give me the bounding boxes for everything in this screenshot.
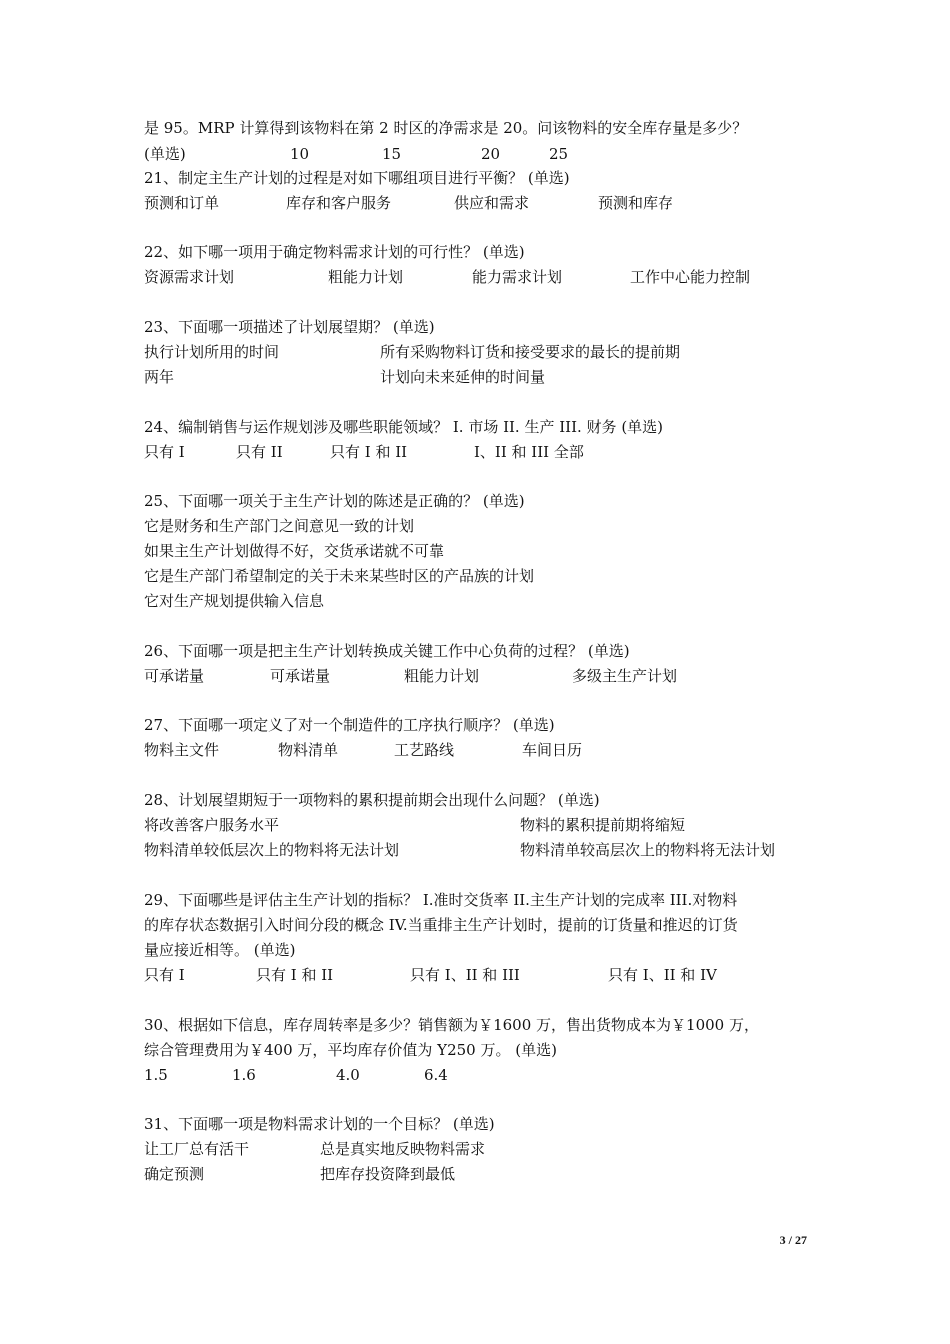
- q22-stem: 22、如下哪一项用于确定物料需求计划的可行性？ (单选): [144, 243, 525, 261]
- q20-option-c: 20: [481, 145, 501, 163]
- document-page: [144, 0, 814, 1344]
- q29-stem-line-2: 的库存状态数据引入时间分段的概念 IV.当重排主生产计划时，提前的订货量和推迟的订货: [144, 916, 738, 934]
- q30-option-a: 1.5: [144, 1066, 168, 1084]
- q27-option-c: 工艺路线: [394, 741, 455, 759]
- q21-option-d: 预测和库存: [598, 194, 674, 212]
- q31-option-c: 确定预测: [144, 1165, 205, 1183]
- q20-tag: (单选): [144, 145, 186, 163]
- q20-stem-continuation: 是 95。MRP 计算得到该物料在第 2 时区的净需求是 20。问该物料的安全库存量是多少？: [144, 119, 748, 137]
- q20-option-d: 25: [549, 145, 569, 163]
- q28-stem: 28、计划展望期短于一项物料的累积提前期会出现什么问题？ (单选): [144, 791, 600, 809]
- q28-option-c: 物料清单较低层次上的物料将无法计划: [144, 841, 400, 859]
- q27-option-d: 车间日历: [522, 741, 583, 759]
- q20-option-a: 10: [290, 145, 310, 163]
- q30-stem-line-1: 30、根据如下信息，库存周转率是多少？销售额为￥1600 万，售出货物成本为￥1000 万，: [144, 1016, 759, 1034]
- q25-option-d: 它对生产规划提供输入信息: [144, 592, 325, 610]
- q20-option-b: 15: [382, 145, 402, 163]
- q31-option-b: 总是真实地反映物料需求: [320, 1140, 486, 1158]
- q31-stem: 31、下面哪一项是物料需求计划的一个目标？ (单选): [144, 1115, 495, 1133]
- q21-option-c: 供应和需求: [454, 194, 530, 212]
- q21-option-b: 库存和客户服务: [286, 194, 392, 212]
- q25-option-c: 它是生产部门希望制定的关于未来某些时区的产品族的计划: [144, 567, 535, 585]
- q22-option-b: 粗能力计划: [328, 268, 404, 286]
- q26-option-d: 多级主生产计划: [572, 667, 678, 685]
- q23-option-c: 两年: [144, 368, 175, 386]
- q24-option-c: 只有 I 和 II: [330, 443, 408, 461]
- q27-option-b: 物料清单: [278, 741, 339, 759]
- q22-option-a: 资源需求计划: [144, 268, 235, 286]
- q22-option-d: 工作中心能力控制: [630, 268, 751, 286]
- q24-stem: 24、编制销售与运作规划涉及哪些职能领域？ I. 市场 II. 生产 III. 财务 (单选): [144, 418, 664, 436]
- q27-option-a: 物料主文件: [144, 741, 220, 759]
- page-number: 3 / 27: [779, 1233, 807, 1247]
- q29-option-b: 只有 I 和 II: [256, 966, 334, 984]
- q28-option-d: 物料清单较高层次上的物料将无法计划: [520, 841, 776, 859]
- q27-stem: 27、下面哪一项定义了对一个制造件的工序执行顺序？ (单选): [144, 716, 555, 734]
- q31-option-a: 让工厂总有活干: [144, 1140, 250, 1158]
- q24-option-a: 只有 I: [144, 443, 185, 461]
- q23-option-a: 执行计划所用的时间: [144, 343, 280, 361]
- q23-option-b: 所有采购物料订货和接受要求的最长的提前期: [380, 343, 681, 361]
- q29-option-a: 只有 I: [144, 966, 185, 984]
- q22-option-c: 能力需求计划: [472, 268, 563, 286]
- q21-option-a: 预测和订单: [144, 194, 220, 212]
- q28-option-a: 将改善客户服务水平: [144, 816, 280, 834]
- q25-option-b: 如果主生产计划做得不好，交货承诺就不可靠: [144, 542, 445, 560]
- q29-option-c: 只有 I、II 和 III: [410, 966, 520, 984]
- q23-stem: 23、下面哪一项描述了计划展望期？ (单选): [144, 318, 435, 336]
- q26-option-b: 可承诺量: [270, 667, 331, 685]
- q24-option-d: I、II 和 III 全部: [474, 443, 584, 461]
- q24-option-b: 只有 II: [236, 443, 283, 461]
- q30-option-d: 6.4: [424, 1066, 448, 1084]
- q26-stem: 26、下面哪一项是把主生产计划转换成关键工作中心负荷的过程？ (单选): [144, 642, 630, 660]
- q29-stem-line-3: 量应接近相等。 (单选): [144, 941, 296, 959]
- q25-stem: 25、下面哪一项关于主生产计划的陈述是正确的？ (单选): [144, 492, 525, 510]
- q26-option-a: 可承诺量: [144, 667, 205, 685]
- q31-option-d: 把库存投资降到最低: [320, 1165, 456, 1183]
- q23-option-d: 计划向未来延伸的时间量: [380, 368, 546, 386]
- q21-stem: 21、制定主生产计划的过程是对如下哪组项目进行平衡？ (单选): [144, 169, 570, 187]
- q30-option-c: 4.0: [336, 1066, 360, 1084]
- q29-option-d: 只有 I、II 和 IV: [608, 966, 717, 984]
- q30-option-b: 1.6: [232, 1066, 256, 1084]
- q30-stem-line-2: 综合管理费用为￥400 万，平均库存价值为 Y250 万。 (单选): [144, 1041, 557, 1059]
- q26-option-c: 粗能力计划: [404, 667, 480, 685]
- q28-option-b: 物料的累积提前期将缩短: [520, 816, 686, 834]
- q25-option-a: 它是财务和生产部门之间意见一致的计划: [144, 517, 415, 535]
- q29-stem-line-1: 29、下面哪些是评估主生产计划的指标？ I.准时交货率 II.主生产计划的完成率 III.对物料: [144, 891, 738, 909]
